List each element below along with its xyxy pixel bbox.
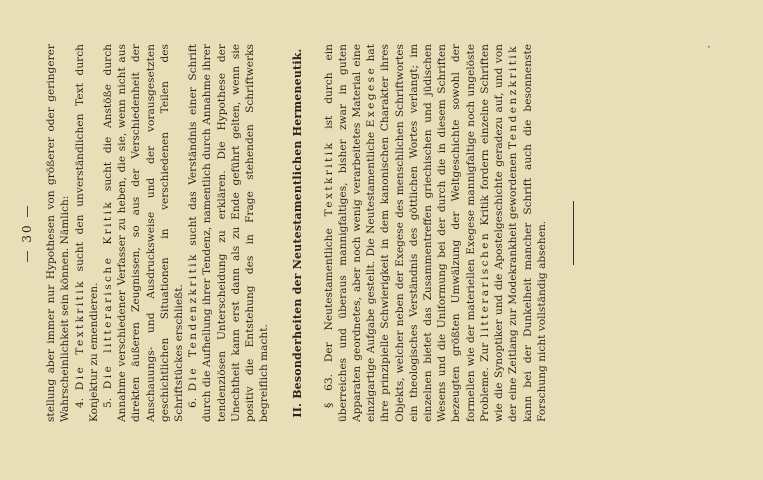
item-6	[186, 44, 271, 422]
term-textkritik: Textkritik	[322, 140, 335, 217]
item-5-term: Die litterarische Kritik	[102, 199, 115, 390]
page-number: — 30 —	[20, 203, 34, 263]
section-text-1: ist durch ein überreiches und überaus mannigfaltiges, bisher zwar in guten Apparaten geordnetes, aber noch wenig verarbeitetes Material eine einzigartige Aufgabe gestellt. Die Neutestamentliche	[322, 44, 378, 422]
section-lead: § 63. Der Neutestamentliche	[322, 228, 335, 408]
ink-mark: ′	[706, 45, 719, 48]
section-text-4: kann bei der Dunkelheit mancher Schrift auch die besonnenste Forschung nicht vollständig absehen.	[521, 44, 548, 422]
term-exegese: Exegese	[365, 65, 378, 128]
closing-rule	[573, 201, 574, 265]
item-6-term: Die Tendenzkritik	[187, 252, 200, 392]
section-heading: II. Besonderheiten der Neutestamentlichen Hermeneutik.	[291, 48, 305, 418]
item-6-number: 6.	[187, 397, 200, 408]
term-tendenzkritik: Tendenzkritik	[507, 44, 520, 149]
section-text-3: Kritik fordern einzelne Schriften wie die Synoptiker und die Apostelgeschichte geradezu auf, und von der eine Zeitlang zur Modekrankheit gewordenen	[478, 44, 520, 422]
term-litterarischen: litterarischen	[478, 230, 491, 338]
item-4-term: Die Textkritik	[73, 279, 86, 391]
item-4	[73, 44, 101, 422]
item-4-text: sucht den unverständlichen Text durch Konjektur zu emendieren.	[73, 44, 100, 422]
section-paragraph	[322, 44, 549, 422]
item-4-number: 4.	[73, 397, 86, 408]
item-5	[101, 44, 186, 422]
item-5-number: 5.	[102, 397, 115, 408]
paragraph-continued: stellung aber immer nur Hypothesen von größerer oder geringerer Wahrscheinlichkeit sein können. Nämlich:	[45, 44, 72, 422]
item-5-text: sucht die Anstöße durch Annahme verschiedener Verfasser zu heben, die sie, wenn nicht aus direkten äußeren Zeugnissen, so aus der Verschiedenheit der Anschauungs- und Ausdrucksweise und der vorausgesetzten geschichtlichen Situationen in verschiedenen Teilen des Schriftstückes erschließt.	[102, 44, 186, 422]
item-6-text: sucht das Verständnis einer Schrift durch die Aufhellung ihrer Tendenz, namentlich durch Annahme ihrer tendenziösen Unterscheidung zu erklären. Die Hypothese der Unechtheit kann erst dann als zu Ende geführt gelten, wenn sie positiv die Entstehung des in Frage stehenden Schriftwerks begreiflich macht.	[187, 44, 271, 422]
section-text-2: hat ihre prinzipielle Schwierigkeit in dem kanonischen Charakter ihres Objekts, welcher neben der Exegese des menschlichen Schriftwortes ein theologisches Verständnis des göttlichen Wortes verlangt; im einzelnen bietet das Zusammentreffen griechischen und jüdischen Wesens und die Uniformung bei der durch die in diesem Schriften bezeugten größten Umwälzung der Weltgeschichte sowohl der formellen wie der materiellen Exegese mannigfaltige noch ungelöste Probleme. Zur	[365, 44, 491, 422]
